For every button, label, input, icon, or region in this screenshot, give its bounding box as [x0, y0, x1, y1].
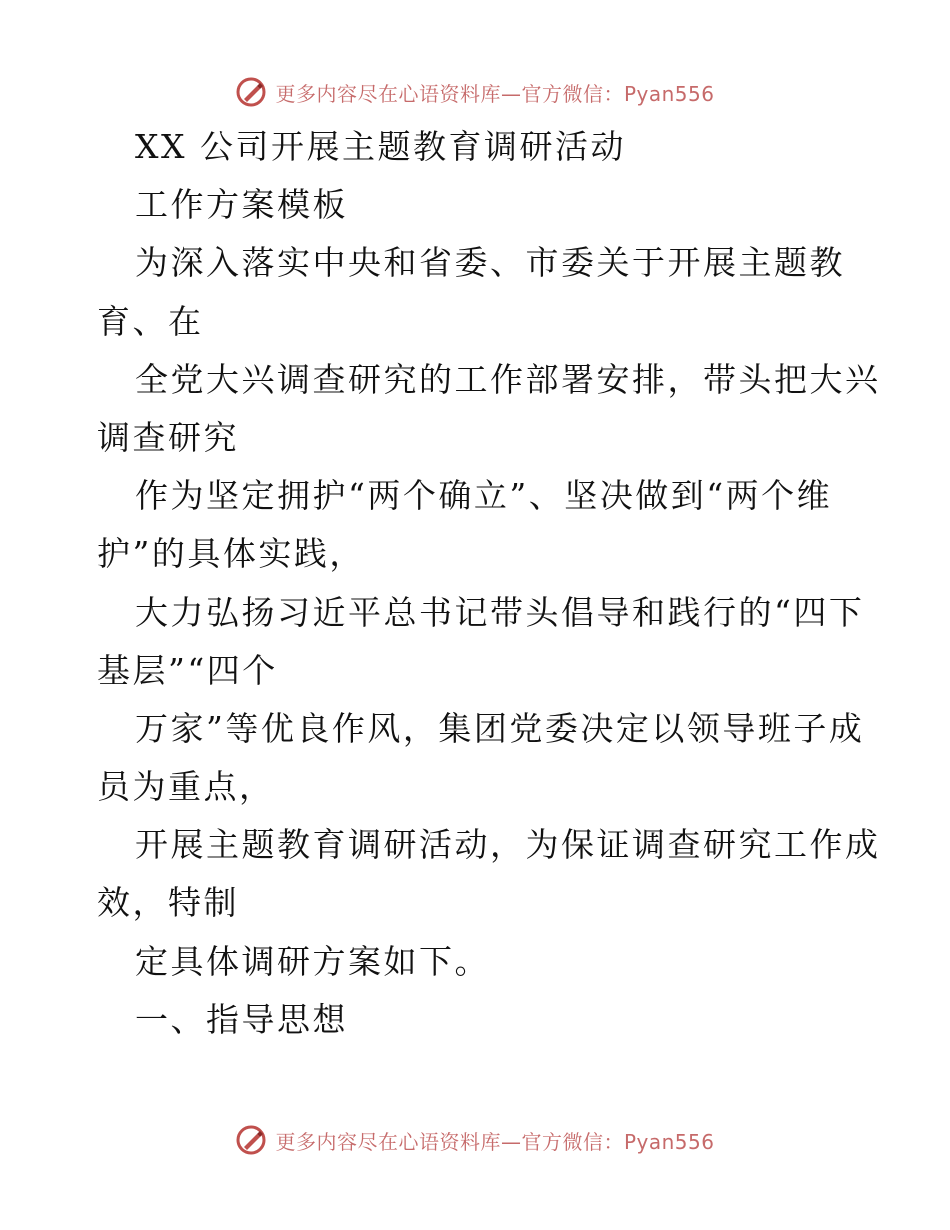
watermark-text: 更多内容尽在心语资料库—官方微信：Pyan556	[275, 1129, 715, 1154]
text-line: 基层”“四个	[97, 650, 278, 690]
document-body	[97, 118, 881, 1049]
watermark-text: 更多内容尽在心语资料库—官方微信：Pyan556	[275, 81, 715, 106]
footer-watermark	[0, 1120, 950, 1160]
text-line: 护”的具体实践，	[97, 534, 365, 574]
title-line-1: XX 公司开展主题教育调研活动	[135, 127, 626, 166]
text-line: 定具体调研方案如下。	[135, 941, 490, 981]
text-line: 调查研究	[97, 417, 239, 457]
pen-circle-logo-icon	[235, 1124, 267, 1156]
title-line-2: 工作方案模板	[135, 185, 348, 225]
text-line: 大力弘扬习近平总书记带头倡导和践行的“四下	[135, 592, 865, 632]
text-line: 效，特制	[97, 883, 239, 923]
text-line: 育、在	[97, 301, 204, 341]
text-line: 全党大兴调查研究的工作部署安排，带头把大兴	[135, 359, 881, 399]
text-line: 作为坚定拥护“两个确立”、坚决做到“两个维	[135, 476, 833, 516]
section-heading: 一、指导思想	[135, 999, 348, 1039]
text-line: 为深入落实中央和省委、市委关于开展主题教	[135, 243, 845, 283]
header-watermark	[0, 72, 950, 112]
pen-circle-logo-icon	[235, 76, 267, 108]
text-line: 员为重点，	[97, 767, 275, 807]
text-line: 万家”等优良作风，集团党委决定以领导班子成	[135, 708, 865, 748]
text-line: 开展主题教育调研活动，为保证调查研究工作成	[135, 825, 881, 865]
